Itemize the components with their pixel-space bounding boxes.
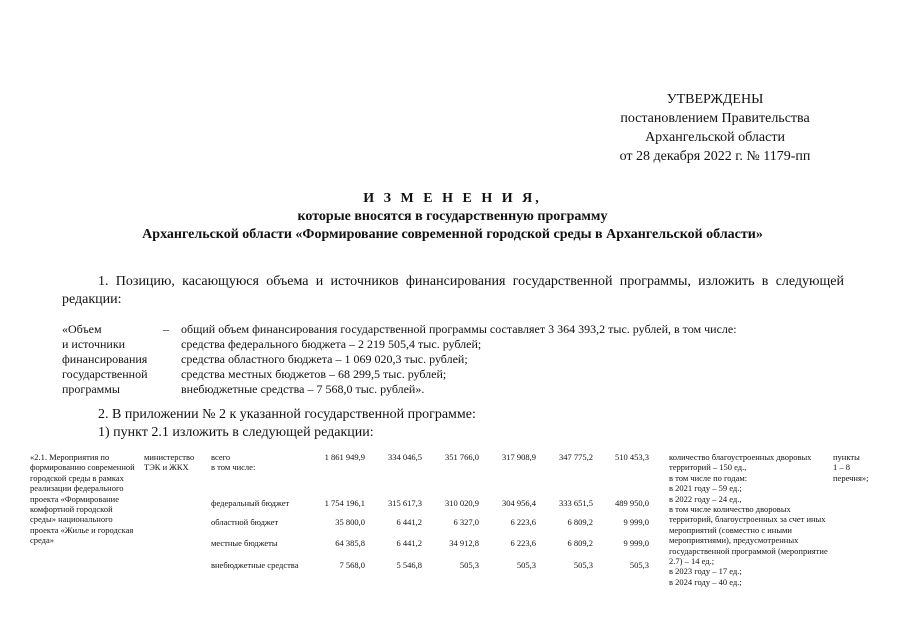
row-label: всего в том числе: bbox=[211, 452, 256, 473]
value-cell: 505,3 bbox=[629, 559, 649, 570]
paragraph-1 bbox=[62, 273, 844, 309]
value-cell: 510 453,3 bbox=[615, 452, 649, 462]
paragraph-2: 2. В приложении № 2 к указанной государственной программе: bbox=[98, 407, 476, 422]
financing-left-4: государственной bbox=[62, 367, 148, 381]
financing-right-5: внебюджетные средства – 7 568,0 тыс. рублей». bbox=[181, 382, 425, 396]
financing-left-column bbox=[62, 322, 148, 397]
heading-subtitle: которые вносятся в государственную программу bbox=[297, 209, 608, 224]
value-cell: 1 754 196,1 bbox=[324, 497, 365, 508]
value-cell: 351 766,0 bbox=[445, 452, 479, 462]
heading-program-name: Архангельской области «Формирование современной городской среды в Архангельской области» bbox=[142, 227, 763, 242]
value-cell: 505,3 bbox=[459, 559, 479, 570]
financing-left-3: финансирования bbox=[62, 352, 148, 366]
value-cell: 64 385,8 bbox=[335, 537, 365, 548]
value-cell: 310 020,9 bbox=[445, 497, 479, 508]
paragraph-3: 1) пункт 2.1 изложить в следующей редакции: bbox=[98, 425, 374, 440]
value-cell: 334 046,5 bbox=[388, 452, 422, 462]
link-cell: пункты 1 – 8 перечня»; bbox=[833, 452, 869, 483]
financing-right-4: средства местных бюджетов – 68 299,5 тыс. рублей; bbox=[181, 367, 447, 381]
financing-left-2: и источники bbox=[62, 337, 126, 351]
value-cell: 304 956,4 bbox=[502, 497, 536, 508]
financing-right-column bbox=[181, 322, 737, 397]
table-row bbox=[30, 452, 889, 492]
row-label: областной бюджет bbox=[211, 516, 279, 527]
document-heading bbox=[0, 190, 905, 244]
value-cell: 9 999,0 bbox=[623, 516, 649, 527]
value-cell: 6 809,2 bbox=[567, 516, 593, 527]
measure-cell: «2.1. Мероприятия по формированию современной городской среды в рамках реализации федерального проекта «Формирование комфортной городской среды» национального проекта «Жилье и городская среда» bbox=[30, 452, 135, 546]
value-cell: 34 912,8 bbox=[449, 537, 479, 548]
approval-block bbox=[560, 90, 870, 166]
financing-left-1: «Объем bbox=[62, 322, 102, 336]
measures-table bbox=[30, 452, 889, 587]
value-cell: 317 908,9 bbox=[502, 452, 536, 462]
approval-line-1: УТВЕРЖДЕНЫ bbox=[666, 92, 764, 107]
value-cell: 6 223,6 bbox=[510, 516, 536, 527]
value-cell: 505,3 bbox=[516, 559, 536, 570]
value-cell: 333 651,5 bbox=[559, 497, 593, 508]
row-label: местные бюджеты bbox=[211, 537, 278, 548]
value-cell: 6 223,6 bbox=[510, 537, 536, 548]
value-cell: 6 441,2 bbox=[396, 537, 422, 548]
row-label: федеральный бюджет bbox=[211, 497, 290, 508]
heading-title: И З М Е Н Е Н И Я, bbox=[363, 191, 542, 206]
value-cell: 7 568,0 bbox=[339, 559, 365, 570]
value-cell: 9 999,0 bbox=[623, 537, 649, 548]
value-cell: 489 950,0 bbox=[615, 497, 649, 508]
financing-right-3: средства областного бюджета – 1 069 020,3 тыс. рублей; bbox=[181, 352, 468, 366]
value-cell: 315 617,3 bbox=[388, 497, 422, 508]
value-cell: 6 327,0 bbox=[453, 516, 479, 527]
value-cell: 505,3 bbox=[573, 559, 593, 570]
value-cell: 6 441,2 bbox=[396, 516, 422, 527]
executor-cell: министерство ТЭК и ЖКХ bbox=[144, 452, 195, 473]
paragraph-1-text: 1. Позицию, касающуюся объема и источников финансирования государственной программы, изложить в следующей редакции: bbox=[62, 274, 844, 307]
approval-line-2: постановлением Правительства bbox=[620, 111, 810, 126]
value-cell: 35 800,0 bbox=[335, 516, 365, 527]
financing-right-1: общий объем финансирования государственной программы составляет 3 364 393,2 тыс. рублей, в том числе: bbox=[181, 322, 737, 336]
approval-line-3: Архангельской области bbox=[645, 130, 785, 145]
value-cell: 6 809,2 bbox=[567, 537, 593, 548]
financing-dash: – bbox=[163, 322, 169, 336]
value-cell: 5 546,8 bbox=[396, 559, 422, 570]
value-cell: 347 775,2 bbox=[559, 452, 593, 462]
result-cell: количество благоустроенных дворовых территорий – 150 ед., в том числе по годам: в 2021 году – 59 ед.; в 2022 году – 24 ед., в том числе количество дворовых территорий, благоустроенных за счет иных мероприятий (совместно с иными мероприятиями), предусмотренных государственной программой (мероприятие 2.7) – 14 ед.; в 2023 году – 17 ед.; в 2024 году – 40 ед.; bbox=[669, 452, 828, 587]
financing-right-2: средства федерального бюджета – 2 219 505,4 тыс. рублей; bbox=[181, 337, 482, 351]
financing-left-5: программы bbox=[62, 382, 120, 396]
value-cell: 1 861 949,9 bbox=[324, 452, 365, 462]
row-label: внебюджетные средства bbox=[211, 559, 299, 570]
approval-line-4: от 28 декабря 2022 г. № 1179-пп bbox=[619, 149, 811, 164]
